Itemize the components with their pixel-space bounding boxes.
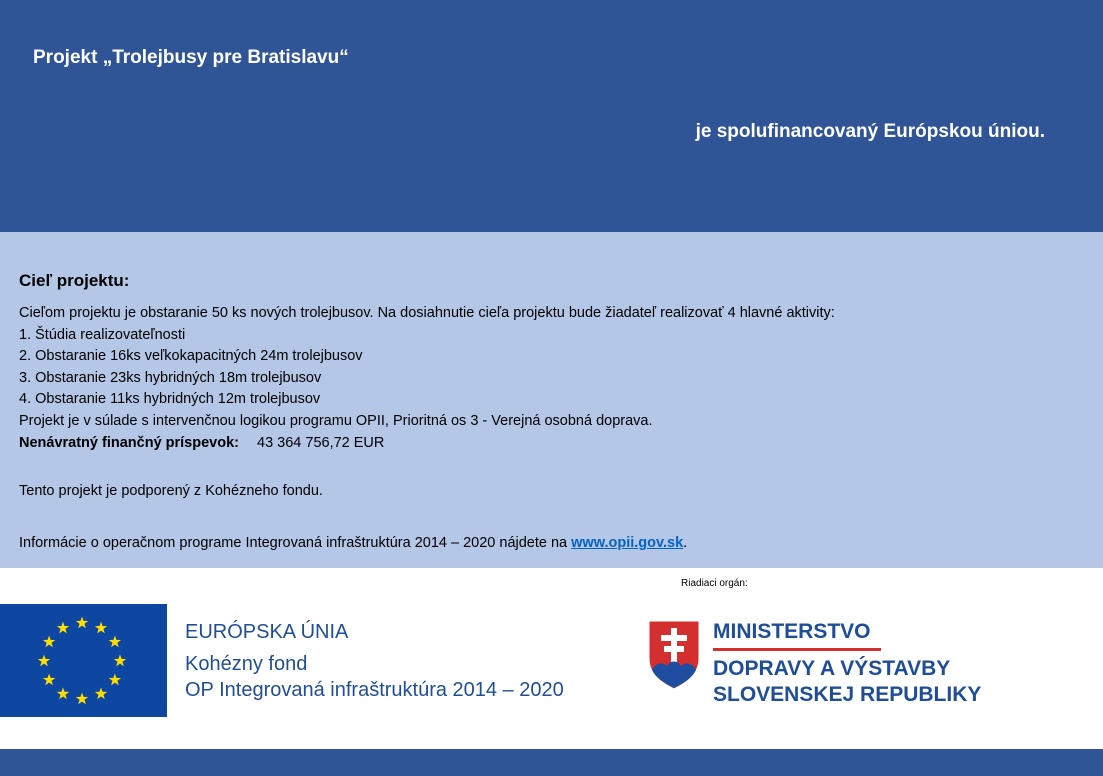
info-suffix: . bbox=[683, 535, 688, 551]
star-icon bbox=[114, 655, 126, 667]
activity-item: 2. Obstaranie 16ks veľkokapacitných 24m trolejbusov bbox=[19, 348, 363, 365]
goal-line: Cieľom projektu je obstaranie 50 ks nových trolejbusov. Na dosiahnutie cieľa projektu bude žiadateľ realizovať 4 hlavné aktivity: bbox=[19, 305, 835, 321]
slovak-coat-of-arms-icon bbox=[648, 620, 700, 690]
star-icon bbox=[109, 636, 121, 648]
eu-name: EURÓPSKA ÚNIA bbox=[185, 621, 349, 643]
fund-name: Kohézny fond bbox=[185, 653, 308, 675]
grant-label: Nenávratný finančný príspevok: bbox=[19, 434, 239, 451]
ministry-logo-text bbox=[713, 619, 981, 708]
project-title: Projekt „Trolejbusy pre Bratislavu“ bbox=[33, 47, 349, 68]
info-prefix: Informácie o operačnom programe Integrovaná infraštruktúra 2014 – 2020 nájdete na bbox=[19, 535, 572, 551]
star-icon bbox=[76, 617, 88, 629]
star-icon bbox=[57, 687, 69, 699]
star-icon bbox=[38, 655, 50, 667]
grant-value: 43 364 756,72 EUR bbox=[257, 434, 385, 451]
ministry-line-2: DOPRAVY A VÝSTAVBY bbox=[713, 657, 951, 680]
ministry-divider bbox=[713, 648, 881, 651]
grant-row bbox=[19, 433, 835, 455]
header-banner bbox=[0, 0, 1103, 232]
star-icon bbox=[76, 693, 88, 705]
activity-item: 4. Obstaranie 11ks hybridných 12m trolejbusov bbox=[19, 391, 321, 408]
project-info-panel bbox=[0, 232, 1103, 568]
star-icon bbox=[95, 622, 107, 634]
goal-heading: Cieľ projektu: bbox=[19, 271, 130, 290]
eu-logo-text bbox=[185, 619, 564, 703]
programme-name: OP Integrovaná infraštruktúra 2014 – 2020 bbox=[185, 679, 564, 701]
ministry-line-3: SLOVENSKEJ REPUBLIKY bbox=[713, 683, 982, 706]
star-icon bbox=[95, 687, 107, 699]
eu-flag-icon bbox=[0, 604, 167, 717]
cofinanced-statement: je spolufinancovaný Európskou úniou. bbox=[695, 121, 1045, 142]
star-icon bbox=[57, 622, 69, 634]
star-icon bbox=[109, 674, 121, 686]
activity-item: 1. Štúdia realizovateľnosti bbox=[19, 326, 186, 343]
footer-bar bbox=[0, 749, 1103, 776]
goal-description bbox=[19, 303, 835, 454]
star-icon bbox=[43, 674, 55, 686]
goal-line: Projekt je v súlade s intervenčnou logikou programu OPII, Prioritná os 3 - Verejná osobná doprava. bbox=[19, 412, 653, 429]
star-icon bbox=[43, 636, 55, 648]
managing-authority-label: Riadiaci orgán: bbox=[681, 578, 748, 589]
activity-item: 3. Obstaranie 23ks hybridných 18m trolejbusov bbox=[19, 369, 322, 386]
opii-link[interactable]: www.opii.gov.sk bbox=[571, 535, 684, 551]
programme-info-line bbox=[19, 535, 687, 551]
cohesion-fund-note: Tento projekt je podporený z Kohézneho fondu. bbox=[19, 483, 323, 499]
ministry-line-1: MINISTERSTVO bbox=[713, 620, 871, 643]
